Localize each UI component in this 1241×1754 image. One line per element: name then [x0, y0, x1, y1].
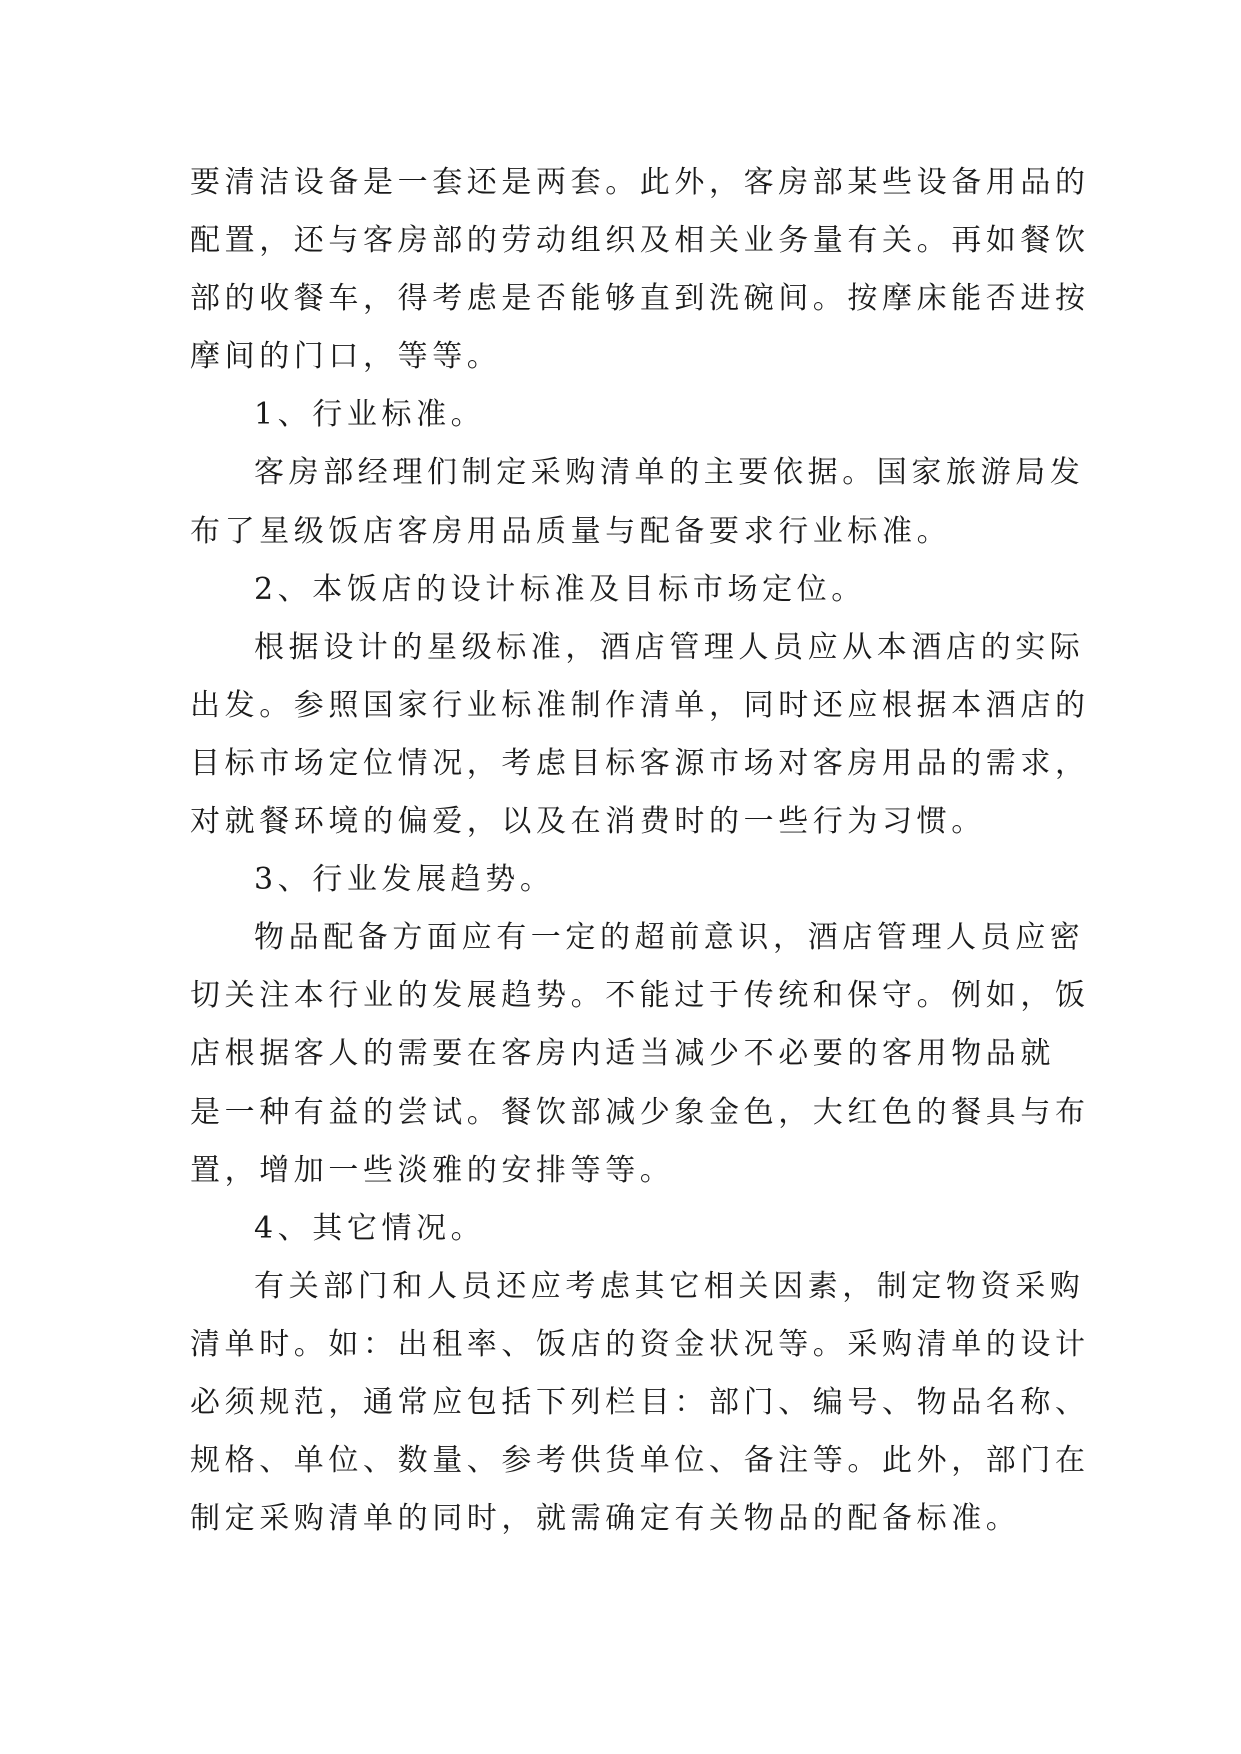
text-line: 配置，还与客房部的劳动组织及相关业务量有关。再如餐饮 [190, 223, 1090, 259]
text-line: 目标市场定位情况，考虑目标客源市场对客房用品的需求， [190, 745, 1090, 781]
text-line: 店根据客人的需要在客房内适当减少不必要的客用物品就 [190, 1036, 1055, 1072]
text-line: 客房部经理们制定采购清单的主要依据。国家旅游局发 [254, 455, 1085, 491]
text-line: 是一种有益的尝试。餐饮部减少象金色，大红色的餐具与布 [190, 1094, 1090, 1130]
text-line: 对就餐环境的偏爱，以及在消费时的一些行为习惯。 [190, 804, 986, 840]
text-line: 根据设计的星级标准，酒店管理人员应从本酒店的实际 [254, 629, 1085, 665]
text-line: 物品配备方面应有一定的超前意识，酒店管理人员应密 [254, 920, 1085, 956]
text-line: 清单时。如：出租率、饭店的资金状况等。采购清单的设计 [190, 1326, 1090, 1362]
text-line: 要清洁设备是一套还是两套。此外，客房部某些设备用品的 [190, 165, 1090, 200]
section-heading: 1、行业标准。 [254, 397, 486, 433]
text-line: 有关部门和人员还应考虑其它相关因素，制定物资采购 [254, 1268, 1085, 1304]
section-heading: 4、其它情况。 [254, 1210, 486, 1246]
text-line: 切关注本行业的发展趋势。不能过于传统和保守。例如，饭 [190, 978, 1090, 1014]
document-body [190, 154, 1090, 1548]
text-line: 部的收餐车，得考虑是否能够直到洗碗间。按摩床能否进按 [190, 281, 1090, 317]
section-heading: 2、本饭店的设计标准及目标市场定位。 [254, 571, 866, 607]
text-line: 必须规范，通常应包括下列栏目：部门、编号、物品名称、 [190, 1384, 1090, 1420]
text-line: 制定采购清单的同时，就需确定有关物品的配备标准。 [190, 1501, 1021, 1537]
text-line: 规格、单位、数量、参考供货单位、备注等。此外，部门在 [190, 1443, 1090, 1479]
text-line: 置，增加一些淡雅的安排等等。 [190, 1152, 675, 1188]
text-line: 出发。参照国家行业标准制作清单，同时还应根据本酒店的 [190, 687, 1090, 723]
section-heading: 3、行业发展趋势。 [254, 862, 555, 898]
text-line: 摩间的门口，等等。 [190, 339, 502, 375]
text-line: 布了星级饭店客房用品质量与配备要求行业标准。 [190, 513, 952, 549]
